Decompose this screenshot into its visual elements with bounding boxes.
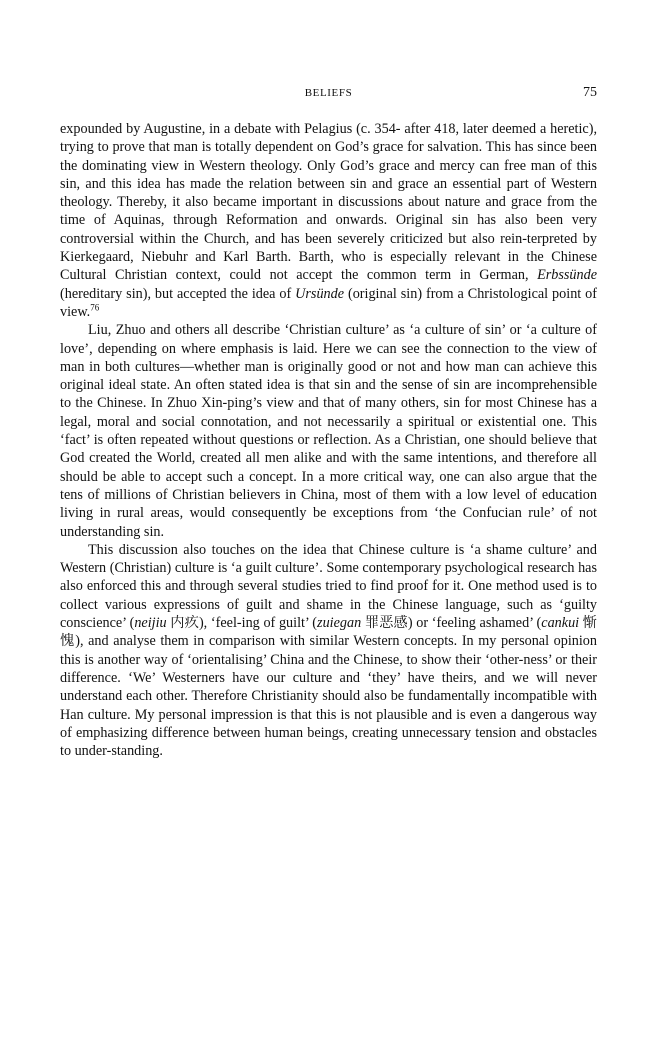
paragraph-3 xyxy=(60,541,597,761)
italic-term: cankui xyxy=(541,615,580,632)
running-title: BELIEFS xyxy=(304,87,353,99)
text-run: 罪恶感) or ‘feeling ashamed’ ( xyxy=(361,615,542,632)
italic-term: Erbssünde xyxy=(537,267,597,284)
text-run: (original sin) from a Christological point of view. xyxy=(60,285,597,320)
text-run: This discussion also touches on the idea that Chinese culture is ‘a shame culture’ and Western (Christian) culture is ‘a guilt culture’. Some contemporary psychological research has also enforced this and through several studies tried to find proof for it. One method used is to collect various expressions of guilt and shame in the Chinese language, such as ‘guilty conscience’ ( xyxy=(60,541,597,632)
text-run: 内疚), ‘feel-ing of guilt’ ( xyxy=(166,615,318,632)
page-number: 75 xyxy=(583,85,597,100)
text-run: 惭愧), and analyse them in comparison with similar Western concepts. In my personal opinion this is another way of ‘orientalising’ China and the Chinese, to show their ‘other-ness’ or their difference. ‘We’ Westerners have our culture and ‘they’ have theirs, and we will never understand each other. Therefore Christianity should also be fundamentally incompatible with Han culture. My personal impression is that this is not plausible and is even a dangerous way of emphasizing difference between human beings, creating unnecessary tension and obstacles to under-standing. xyxy=(60,615,597,760)
text-run: (hereditary sin), but accepted the idea of xyxy=(60,285,296,302)
body-text xyxy=(60,120,597,760)
italic-term: neijiu xyxy=(134,615,167,632)
paragraph-2 xyxy=(60,321,597,541)
text-run: Liu, Zhuo and others all describe ‘Christian culture’ as ‘a culture of sin’ or ‘a culture of love’, depending on where emphasis is laid. Here we can see the connection to the view of man in both cultures—whether man is originally good or not and how man can achieve this original ideal state. An often stated idea is that sin and the sense of sin are incomprehensible to the Chinese. In Zhuo Xin-ping’s view and that of many others, sin for most Chinese has a legal, moral and social connotation, and not necessarily a spiritual or existential one. This ‘fact’ is often repeated without questions or reflection. As a Christian, one should believe that God created the World, created all men alike and with the same intentions, and therefore all should be able to accept such a concept. In a more critical way, one can also argue that the tens of millions of Christian believers in China, most of them with a low level of education living in rural areas, would consequently be exceptions from ‘the Confucian rule’ of not understanding sin. xyxy=(60,322,597,540)
footnote-reference: 76 xyxy=(90,302,100,313)
running-head xyxy=(60,85,597,103)
text-run: expounded by Augustine, in a debate with Pelagius (c. 354- after 418, later deemed a heretic), trying to prove that man is totally dependent on God’s grace for salvation. This has since been the dominating view in Western theology. Only God’s grace and mercy can free man of this sin, and this idea has made the relation between sin and grace an essential part of Western theology. Thereby, it also became important in discussions about nature and grace from the time of Aquinas, through Reformation and onwards. Original sin has also been very controversial within the Church, and has been severely criticized but also rein-terpreted by Kierkegaard, Niebuhr and Karl Barth. Barth, who is especially relevant in the Chinese Cultural Christian context, could not accept the common term in German, xyxy=(60,121,597,284)
paragraph-1 xyxy=(60,120,597,321)
italic-term: Ursünde xyxy=(295,285,345,302)
italic-term: zuiegan xyxy=(317,615,362,632)
